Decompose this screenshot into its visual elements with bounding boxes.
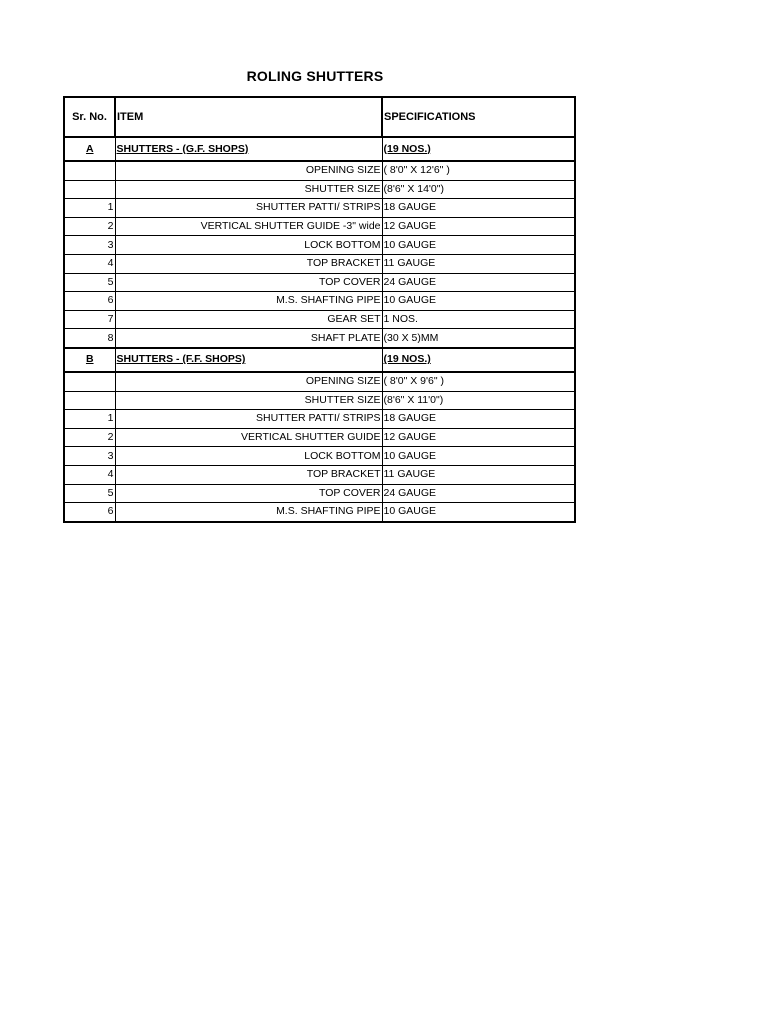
table-row bbox=[64, 372, 575, 391]
row-sr: 1 bbox=[64, 410, 115, 429]
table-row bbox=[64, 199, 575, 218]
row-spec: 24 GAUGE bbox=[382, 273, 575, 292]
section-row-a bbox=[64, 137, 575, 161]
row-sr: 3 bbox=[64, 236, 115, 255]
specifications-table bbox=[63, 96, 576, 523]
row-sr bbox=[64, 180, 115, 199]
row-item: GEAR SET bbox=[115, 310, 382, 329]
row-spec: (8'6" X 14'0") bbox=[382, 180, 575, 199]
row-item: M.S. SHAFTING PIPE bbox=[115, 503, 382, 522]
row-item: LOCK BOTTOM bbox=[115, 236, 382, 255]
row-sr: 2 bbox=[64, 217, 115, 236]
row-spec: ( 8'0" X 12'6" ) bbox=[382, 161, 575, 180]
row-sr: 6 bbox=[64, 292, 115, 311]
table-row bbox=[64, 236, 575, 255]
table-row bbox=[64, 310, 575, 329]
row-spec: 1 NOS. bbox=[382, 310, 575, 329]
row-spec: 12 GAUGE bbox=[382, 428, 575, 447]
table-row bbox=[64, 292, 575, 311]
row-item: VERTICAL SHUTTER GUIDE -3" wide bbox=[115, 217, 382, 236]
row-item: TOP BRACKET bbox=[115, 254, 382, 273]
row-sr: 3 bbox=[64, 447, 115, 466]
table-row bbox=[64, 180, 575, 199]
section-name: SHUTTERS - (G.F. SHOPS) bbox=[115, 137, 382, 161]
table-row bbox=[64, 254, 575, 273]
row-item: SHUTTER PATTI/ STRIPS bbox=[115, 410, 382, 429]
table-row bbox=[64, 329, 575, 348]
row-spec: 18 GAUGE bbox=[382, 410, 575, 429]
row-spec: ( 8'0" X 9'6" ) bbox=[382, 372, 575, 391]
section-code: A bbox=[64, 137, 115, 161]
row-item: TOP BRACKET bbox=[115, 465, 382, 484]
row-spec: (8'6" X 11'0") bbox=[382, 391, 575, 410]
table-header-row bbox=[64, 97, 575, 137]
table-row bbox=[64, 447, 575, 466]
table-row bbox=[64, 391, 575, 410]
table-row bbox=[64, 465, 575, 484]
row-spec: (30 X 5)MM bbox=[382, 329, 575, 348]
header-sr-no: Sr. No. bbox=[64, 97, 115, 137]
table-row bbox=[64, 217, 575, 236]
row-sr: 2 bbox=[64, 428, 115, 447]
row-spec: 11 GAUGE bbox=[382, 465, 575, 484]
row-item: TOP COVER bbox=[115, 484, 382, 503]
table-row bbox=[64, 410, 575, 429]
row-sr: 4 bbox=[64, 254, 115, 273]
row-sr: 1 bbox=[64, 199, 115, 218]
row-item: SHUTTER SIZE bbox=[115, 180, 382, 199]
section-row-b bbox=[64, 348, 575, 372]
table-row bbox=[64, 273, 575, 292]
row-spec: 10 GAUGE bbox=[382, 292, 575, 311]
row-sr: 4 bbox=[64, 465, 115, 484]
header-item: ITEM bbox=[115, 97, 382, 137]
row-sr bbox=[64, 372, 115, 391]
header-specifications: SPECIFICATIONS bbox=[382, 97, 575, 137]
page-title: ROLING SHUTTERS bbox=[246, 68, 384, 84]
row-sr: 6 bbox=[64, 503, 115, 522]
row-spec: 11 GAUGE bbox=[382, 254, 575, 273]
row-sr: 8 bbox=[64, 329, 115, 348]
row-sr bbox=[64, 161, 115, 180]
section-name: SHUTTERS - (F.F. SHOPS) bbox=[115, 348, 382, 372]
row-item: SHUTTER SIZE bbox=[115, 391, 382, 410]
row-spec: 10 GAUGE bbox=[382, 503, 575, 522]
row-spec: 12 GAUGE bbox=[382, 217, 575, 236]
row-spec: 18 GAUGE bbox=[382, 199, 575, 218]
section-quantity: (19 NOS.) bbox=[382, 348, 575, 372]
row-item: TOP COVER bbox=[115, 273, 382, 292]
table-row bbox=[64, 503, 575, 522]
row-item: OPENING SIZE bbox=[115, 161, 382, 180]
row-spec: 10 GAUGE bbox=[382, 447, 575, 466]
row-item: M.S. SHAFTING PIPE bbox=[115, 292, 382, 311]
row-item: VERTICAL SHUTTER GUIDE bbox=[115, 428, 382, 447]
row-spec: 10 GAUGE bbox=[382, 236, 575, 255]
table-row bbox=[64, 161, 575, 180]
table-row bbox=[64, 428, 575, 447]
row-spec: 24 GAUGE bbox=[382, 484, 575, 503]
table-row bbox=[64, 484, 575, 503]
section-code: B bbox=[64, 348, 115, 372]
row-sr bbox=[64, 391, 115, 410]
row-item: SHAFT PLATE bbox=[115, 329, 382, 348]
row-sr: 5 bbox=[64, 484, 115, 503]
row-item: SHUTTER PATTI/ STRIPS bbox=[115, 199, 382, 218]
row-item: LOCK BOTTOM bbox=[115, 447, 382, 466]
row-sr: 5 bbox=[64, 273, 115, 292]
row-sr: 7 bbox=[64, 310, 115, 329]
section-quantity: (19 NOS.) bbox=[382, 137, 575, 161]
row-item: OPENING SIZE bbox=[115, 372, 382, 391]
